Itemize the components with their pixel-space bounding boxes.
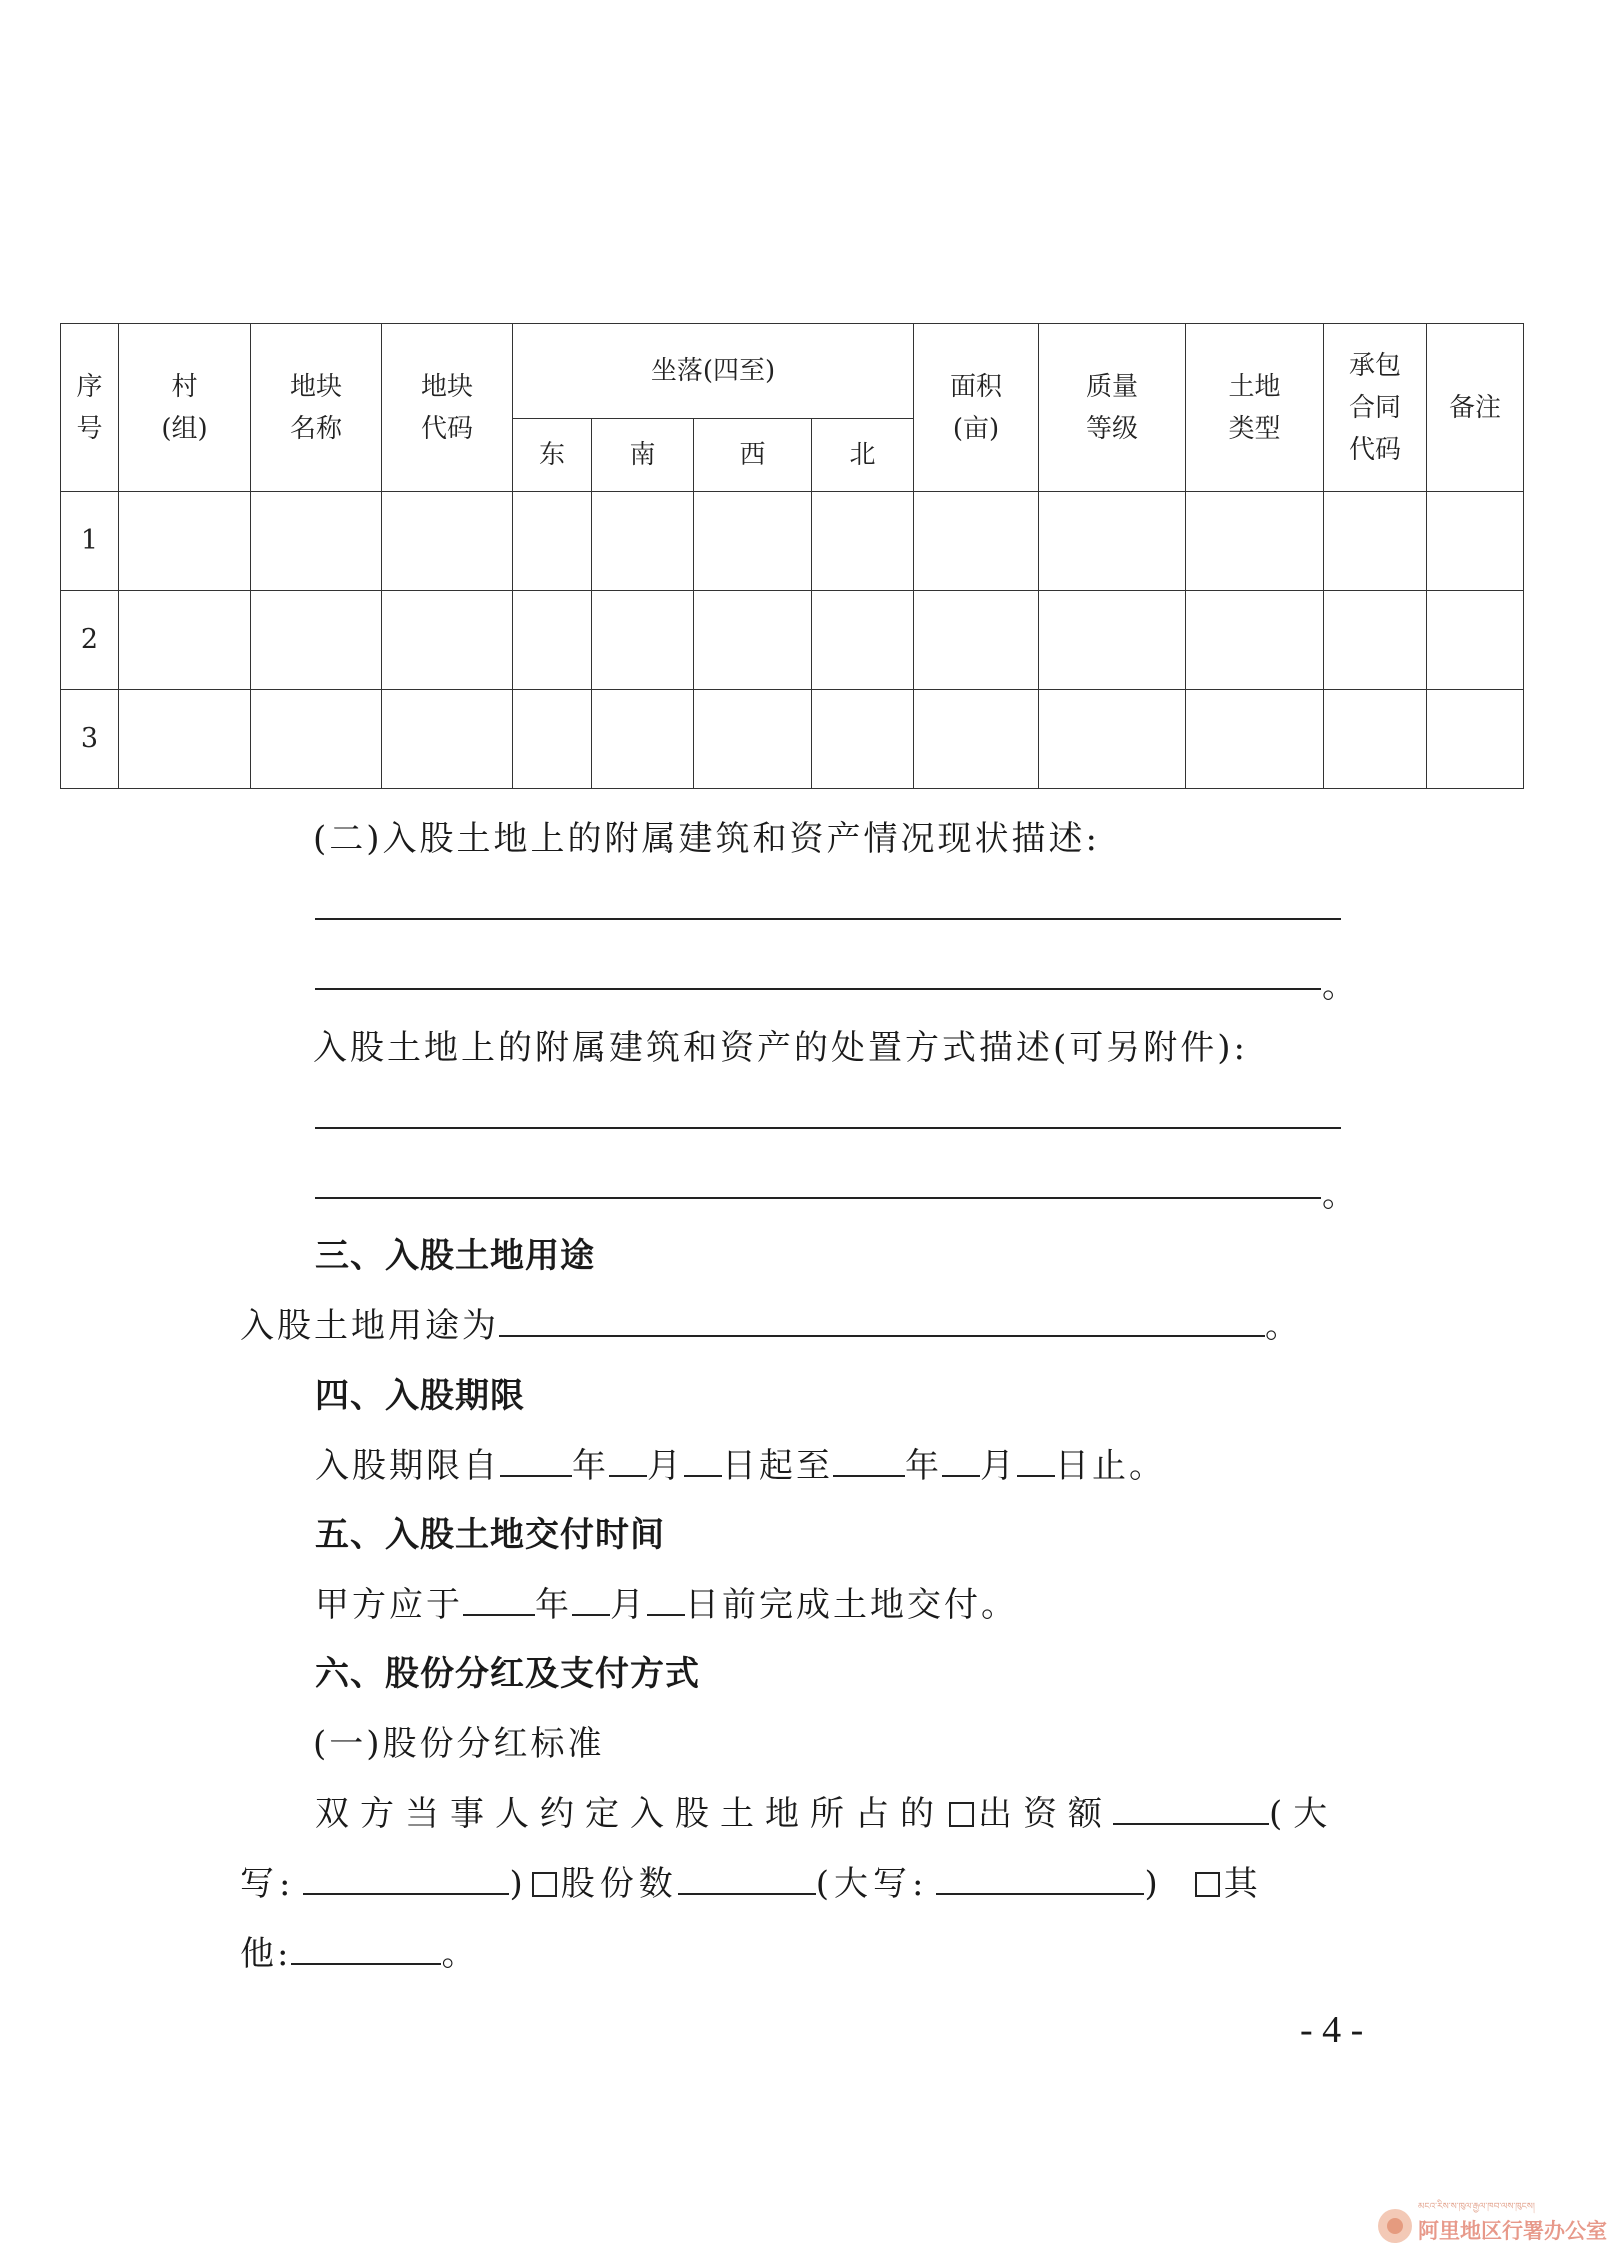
header-village: 村 (组)	[119, 324, 251, 492]
fill-line[interactable]	[315, 1197, 1321, 1199]
table-cell[interactable]	[119, 492, 251, 591]
shares-daxie-blank[interactable]	[936, 1863, 1144, 1895]
table-cell[interactable]	[513, 591, 592, 690]
table-cell[interactable]	[914, 591, 1039, 690]
table-cell[interactable]	[382, 690, 513, 789]
table-cell[interactable]	[1324, 492, 1427, 591]
month-label: 月	[980, 1446, 1017, 1486]
office-watermark	[1378, 2202, 1607, 2245]
header-remarks: 备注	[1427, 324, 1524, 492]
header-seq: 序 号	[61, 324, 119, 492]
watermark-chinese: 阿里地区行署办公室	[1418, 2219, 1607, 2243]
section5-title: 五、入股土地交付时间	[315, 1515, 665, 1555]
table-cell[interactable]	[694, 492, 812, 591]
p1-text: 双方当事人约定入股土地所占的	[315, 1794, 945, 1834]
header-land-type: 土地 类型	[1186, 324, 1324, 492]
section6-sub1: (一)股份分红标准	[313, 1724, 605, 1764]
emblem-icon	[1378, 2209, 1412, 2243]
capital-blank[interactable]	[1113, 1793, 1269, 1825]
section6-p3	[240, 1926, 478, 1975]
delivery-day-blank[interactable]	[647, 1584, 685, 1616]
month-label: 月	[647, 1446, 684, 1486]
fill-line[interactable]	[315, 988, 1321, 990]
row-number: 2	[61, 591, 119, 690]
table-cell[interactable]	[1186, 690, 1324, 789]
checkbox[interactable]	[949, 1802, 974, 1827]
table-cell[interactable]	[592, 690, 694, 789]
year-label: 年	[572, 1446, 609, 1486]
table-cell[interactable]	[119, 690, 251, 789]
table-cell[interactable]	[382, 492, 513, 591]
table-cell[interactable]	[513, 690, 592, 789]
section4-text	[315, 1438, 1166, 1487]
table-cell[interactable]	[513, 492, 592, 591]
table-row	[61, 690, 1524, 789]
shares-label: 股份数	[560, 1864, 678, 1904]
table-cell[interactable]	[1039, 492, 1186, 591]
table-cell[interactable]	[251, 492, 382, 591]
header-south: 南	[592, 419, 694, 492]
year-label: 年	[535, 1585, 572, 1625]
delivery-month-blank[interactable]	[572, 1584, 610, 1616]
section6-p2	[240, 1856, 1263, 1905]
table-cell[interactable]	[812, 690, 914, 789]
table-cell[interactable]	[1427, 492, 1524, 591]
write-label: 写:	[240, 1864, 296, 1904]
watermark-tibetan: མངའ་རིས་ས་ཁུལ་རྒྱལ་ཁབ་ལས་ཁུངས།	[1418, 2202, 1535, 2212]
page-number: - 4 -	[1300, 2009, 1364, 2051]
land-use-label: 入股土地用途为	[240, 1306, 499, 1346]
daxie-label: (大写:	[815, 1864, 929, 1904]
capital-daxie-blank[interactable]	[303, 1863, 509, 1895]
header-area: 面积 (亩)	[914, 324, 1039, 492]
section2-intro: (二)入股土地上的附属建筑和资产情况现状描述:	[313, 819, 1100, 859]
table-cell[interactable]	[914, 690, 1039, 789]
start-day-blank[interactable]	[684, 1445, 722, 1477]
table-cell[interactable]	[812, 591, 914, 690]
year-label: 年	[905, 1446, 942, 1486]
other-label: 其	[1223, 1864, 1263, 1904]
table-cell[interactable]	[382, 591, 513, 690]
table-cell[interactable]	[914, 492, 1039, 591]
row-number: 3	[61, 690, 119, 789]
period-label: 入股期限自	[315, 1446, 500, 1486]
period-mark: 。	[1265, 1306, 1302, 1346]
month-label: 月	[610, 1585, 647, 1625]
table-cell[interactable]	[1324, 591, 1427, 690]
table-row	[61, 492, 1524, 591]
period-mark: 。	[441, 1934, 479, 1974]
header-location: 坐落(四至)	[513, 324, 914, 419]
capital-label: 出资额	[978, 1794, 1113, 1834]
table-cell[interactable]	[1039, 591, 1186, 690]
other-tail: 他:	[240, 1934, 292, 1974]
delivery-label: 甲方应于	[315, 1585, 463, 1625]
paren-close: )	[509, 1864, 528, 1904]
header-plot-name: 地块 名称	[251, 324, 382, 492]
delivery-year-blank[interactable]	[463, 1584, 535, 1616]
table-cell[interactable]	[251, 690, 382, 789]
section5-text	[315, 1577, 1018, 1626]
period-mark: 。	[1322, 1175, 1356, 1215]
table-cell[interactable]	[1427, 591, 1524, 690]
start-year-blank[interactable]	[500, 1445, 572, 1477]
table-cell[interactable]	[119, 591, 251, 690]
disposal-intro: 入股土地上的附属建筑和资产的处置方式描述(可另附件):	[313, 1028, 1248, 1068]
delivery-tail: 日前完成土地交付。	[685, 1585, 1018, 1625]
start-month-blank[interactable]	[609, 1445, 647, 1477]
table-row	[61, 591, 1524, 690]
period-mark: 。	[1322, 966, 1356, 1006]
checkbox[interactable]	[1195, 1872, 1220, 1897]
table-cell[interactable]	[251, 591, 382, 690]
end-day-blank[interactable]	[1017, 1445, 1055, 1477]
header-quality: 质量 等级	[1039, 324, 1186, 492]
header-north: 北	[812, 419, 914, 492]
land-plot-table	[60, 323, 1524, 789]
table-cell[interactable]	[1039, 690, 1186, 789]
table-cell[interactable]	[592, 492, 694, 591]
header-plot-code: 地块 代码	[382, 324, 513, 492]
row-number: 1	[61, 492, 119, 591]
fill-line[interactable]	[315, 1127, 1341, 1129]
shares-blank[interactable]	[678, 1863, 816, 1895]
land-use-blank[interactable]	[499, 1305, 1265, 1337]
table-cell[interactable]	[694, 690, 812, 789]
header-east: 东	[513, 419, 592, 492]
checkbox[interactable]	[532, 1872, 557, 1897]
table-cell[interactable]	[1186, 492, 1324, 591]
section6-p1	[315, 1786, 1338, 1835]
table-cell[interactable]	[592, 591, 694, 690]
fill-line[interactable]	[315, 918, 1341, 920]
table-cell[interactable]	[1324, 690, 1427, 789]
table-cell[interactable]	[812, 492, 914, 591]
day-from-label: 日起至	[722, 1446, 833, 1486]
section4-title: 四、入股期限	[315, 1376, 525, 1416]
other-blank[interactable]	[291, 1933, 441, 1965]
day-end-label: 日止。	[1055, 1446, 1166, 1486]
table-cell[interactable]	[1427, 690, 1524, 789]
end-year-blank[interactable]	[833, 1445, 905, 1477]
section3-title: 三、入股土地用途	[315, 1236, 595, 1276]
paren-close: )	[1144, 1864, 1163, 1904]
header-west: 西	[694, 419, 812, 492]
paren-open: (大	[1269, 1794, 1339, 1834]
table-cell[interactable]	[694, 591, 812, 690]
header-contract-code: 承包 合同 代码	[1324, 324, 1427, 492]
end-month-blank[interactable]	[942, 1445, 980, 1477]
section3-text	[240, 1298, 1302, 1347]
table-cell[interactable]	[1186, 591, 1324, 690]
section6-title: 六、股份分红及支付方式	[315, 1654, 700, 1694]
